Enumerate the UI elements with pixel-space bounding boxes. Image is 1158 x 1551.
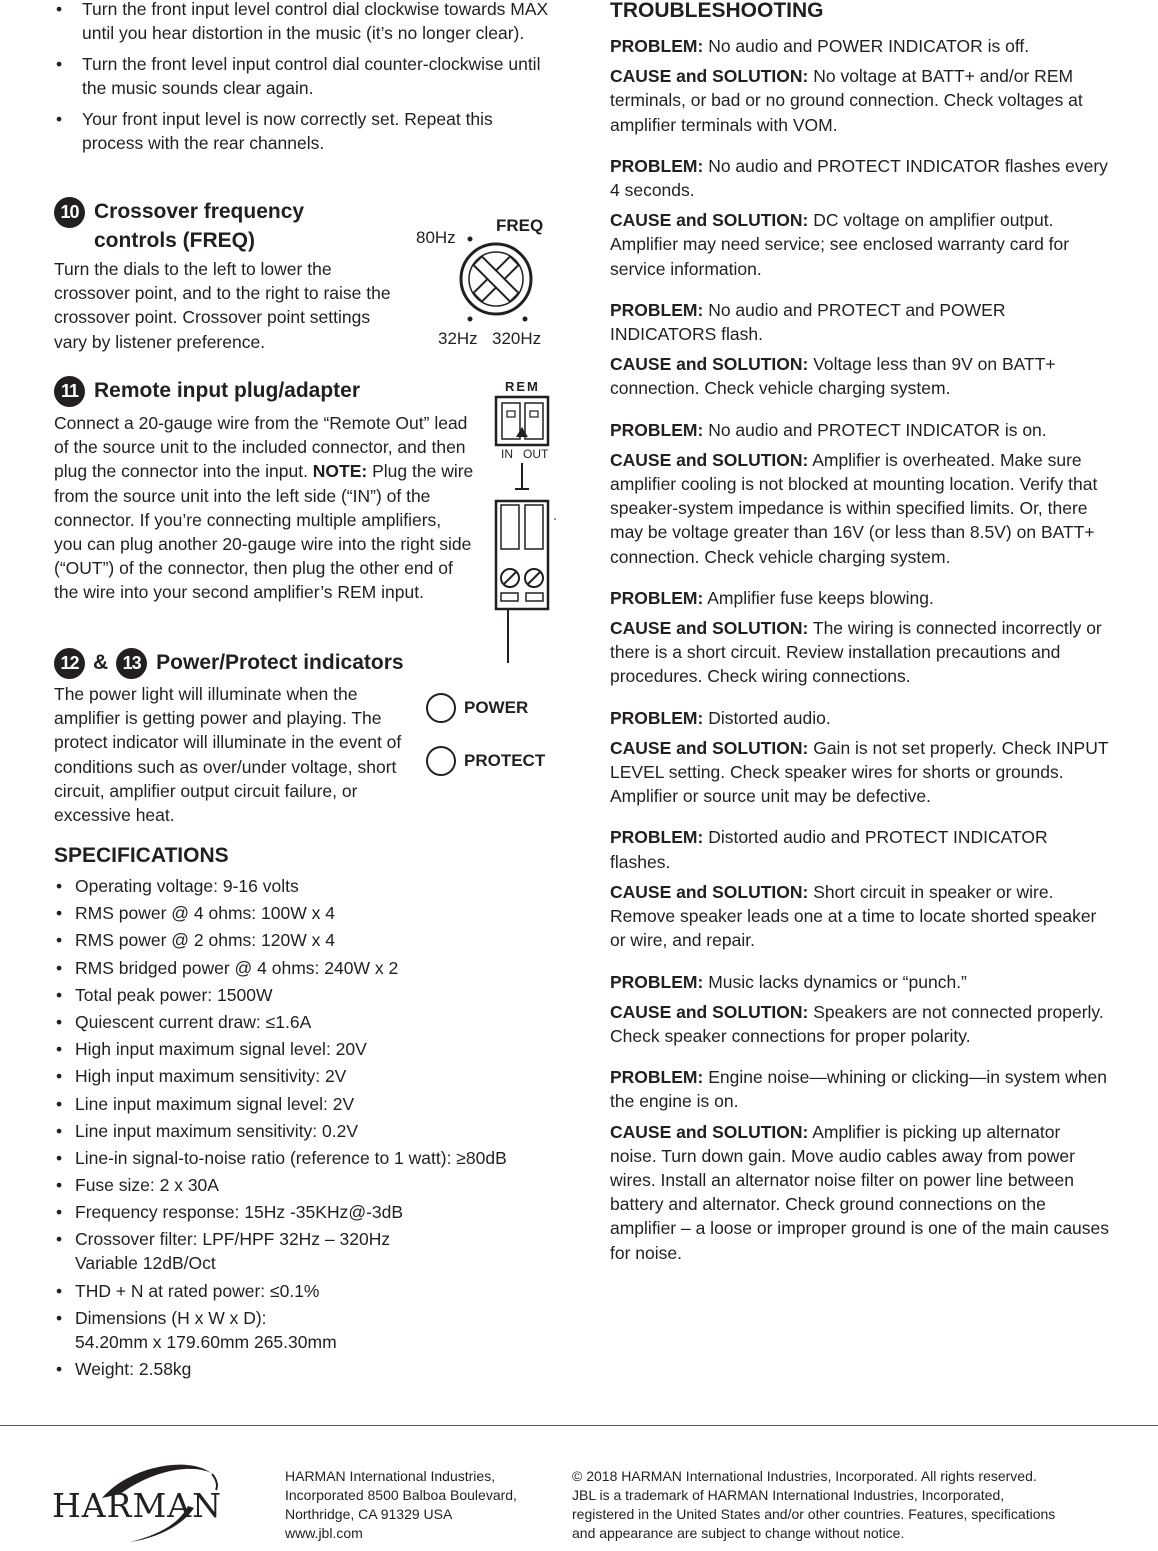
remote-heading [54, 376, 554, 407]
problem-line [610, 706, 1110, 730]
problem-label: PROBLEM: [610, 299, 704, 320]
problem-line [610, 418, 1110, 442]
spec-item: • RMS bridged power @ 4 ohms: 240W x 2 [54, 956, 564, 980]
list-item: • Your front input level is now correctly set. Repeat this process with the rear channels. [54, 107, 554, 155]
indicators-section [54, 648, 554, 827]
cause-label: CAUSE and SOLUTION: [610, 1001, 809, 1022]
dial-dot [523, 317, 528, 322]
problem-text: No audio and PROTECT INDICATOR is on. [703, 419, 1047, 440]
dial-freq-label: FREQ [496, 216, 544, 235]
spec-item: • Line input maximum signal level: 2V [54, 1092, 564, 1116]
cause-label: CAUSE and SOLUTION: [610, 737, 809, 758]
cause-text: Short circuit in speaker or wire. Remove speaker leads one at a time to locate shorted speaker or wire, and repair. [610, 881, 1097, 951]
troubleshooting-entry [610, 154, 1110, 281]
website-link[interactable]: www.jbl.com [285, 1525, 363, 1541]
indicators-text: The power light will illuminate when the amplifier is getting power and playing. The protect indicator will illuminate in the event of conditions such as over/under voltage, short circuit, amplifier output circuit failure, or excessive heat. [54, 684, 402, 826]
section-number-badge: 11 [54, 376, 85, 407]
cause-line [610, 880, 1110, 953]
troubleshooting-title: TROUBLESHOOTING [610, 0, 824, 22]
cause-text: The wiring is connected incorrectly or there is a short circuit. Review installation precautions and procedures. Check wiring connections. [610, 618, 1102, 687]
problem-label: PROBLEM: [610, 1067, 704, 1088]
harman-logo-text: HARMAN [52, 1486, 222, 1525]
problem-label: PROBLEM: [610, 971, 704, 992]
dial-mark-80hz: 80Hz [416, 228, 456, 247]
problem-text: Music lacks dynamics or “punch.” [703, 971, 967, 992]
cause-text: Amplifier is picking up alternator noise. Turn down gain. Move audio cables away from power wires. Install an alternator noise filter on power line between battery and alternator. Check ground connections on the amplifier – a loose or improper ground is one of the main causes for noise. [610, 1121, 1110, 1263]
cause-line [610, 1120, 1110, 1265]
crossover-section [54, 197, 554, 354]
spec-item: • RMS power @ 2 ohms: 120W x 4 [54, 928, 564, 952]
problem-text: Distorted audio and PROTECT INDICATOR flashes. [610, 827, 1048, 872]
problem-line [610, 34, 1110, 58]
remote-text-part: Connect a 20-gauge wire from the “Remote Out” lead of the source unit to the included connector, and then plug the connector into the input. [54, 413, 468, 482]
legal-line: JBL is a trademark of HARMAN International Industries, Incorporated, [572, 1487, 1005, 1503]
troubleshooting-entry [610, 298, 1110, 401]
cause-label: CAUSE and SOLUTION: [610, 66, 809, 87]
spec-item: • THD + N at rated power: ≤0.1% [54, 1279, 564, 1303]
crossover-title: Crossover frequency controls (FREQ) [94, 200, 305, 252]
specifications-title: SPECIFICATIONS [54, 844, 229, 867]
list-item: • Turn the front input level control dial clockwise towards MAX until you hear distortion in the music (it’s no longer clear). [54, 0, 554, 45]
dial-dot [468, 237, 473, 242]
problem-text: No audio and POWER INDICATOR is off. [703, 36, 1030, 56]
cause-text: Amplifier is overheated. Make sure amplifier cooling is not blocked at mounting location. Verify that speaker-system impedance is within specified limits. Or, there may be voltage greater than 16V (or less than 8.5V) on BATT+ connection. Check vehicle charging system. [610, 449, 1098, 567]
spec-item: • Weight: 2.58kg [54, 1357, 564, 1381]
spec-item: • RMS power @ 4 ohms: 100W x 4 [54, 901, 564, 925]
footer-address [285, 1467, 517, 1543]
footer-legal [572, 1467, 1055, 1543]
rem-label: REM [505, 379, 540, 394]
footer-divider [0, 1425, 1158, 1426]
power-led-icon [426, 693, 456, 723]
specifications-list [54, 874, 564, 1381]
section-number-badge: 12 [54, 648, 85, 679]
list-item: • Turn the front level input control dial counter-clockwise until the music sounds clear again. [54, 52, 554, 100]
cause-line [610, 736, 1110, 809]
troubleshooting-entry [610, 418, 1110, 569]
ampersand: & [93, 651, 109, 674]
cause-label: CAUSE and SOLUTION: [610, 881, 809, 902]
spec-item: • Total peak power: 1500W [54, 983, 564, 1007]
cause-label: CAUSE and SOLUTION: [610, 1121, 809, 1142]
problem-label: PROBLEM: [610, 707, 704, 728]
cause-label: CAUSE and SOLUTION: [610, 618, 809, 639]
remote-text [54, 411, 474, 605]
troubleshooting-entry [610, 1065, 1110, 1265]
cause-text: DC voltage on amplifier output. Amplifier may need service; see enclosed warranty card for service information. [610, 210, 1070, 279]
spec-item: • Line-in signal-to-noise ratio (reference to 1 watt): ≥80dB [54, 1146, 564, 1170]
troubleshooting-entry [610, 970, 1110, 1049]
problem-line [610, 586, 1110, 610]
power-indicator [426, 693, 528, 723]
left-column [54, 0, 554, 1379]
troubleshooting-entry [610, 34, 1110, 137]
spec-item: • High input maximum signal level: 20V [54, 1037, 564, 1061]
cause-line [610, 352, 1110, 400]
cause-label: CAUSE and SOLUTION: [610, 449, 809, 470]
remote-section [54, 376, 554, 605]
troubleshooting-section [610, 0, 1110, 1265]
indicators-heading [54, 648, 554, 679]
cause-label: CAUSE and SOLUTION: [610, 354, 809, 375]
specifications-section [54, 844, 564, 1384]
note-label: NOTE: [312, 461, 368, 482]
problem-text: No audio and PROTECT and POWER INDICATORS flash. [610, 299, 1006, 345]
spec-item: • Crossover filter: LPF/HPF 32Hz – 320Hz Variable 12dB/Oct [54, 1227, 564, 1275]
problem-line [610, 298, 1110, 346]
troubleshooting-entry [610, 706, 1110, 809]
crossover-text: Turn the dials to the left to lower the crossover point, and to the right to raise the crossover point. Crossover point settings vary by listener preference. [54, 259, 391, 352]
problem-text: Distorted audio. [703, 707, 831, 728]
cause-line [610, 1000, 1110, 1048]
problem-text: No audio and PROTECT INDICATOR flashes every 4 seconds. [610, 155, 1108, 201]
protect-indicator [426, 746, 545, 776]
legal-line: and appearance are subject to change without notice. [572, 1525, 905, 1541]
power-label: POWER [464, 698, 529, 717]
problem-text: Amplifier fuse keeps blowing. [703, 587, 934, 608]
cause-text: Gain is not set properly. Check INPUT LEVEL setting. Check speaker wires for shorts or grounds. Amplifier or source unit may be defective. [610, 737, 1109, 807]
spec-item: • Frequency response: 15Hz -35KHz@-3dB [54, 1200, 564, 1224]
spec-item: • Fuse size: 2 x 30A [54, 1173, 564, 1197]
dial-dot [468, 317, 473, 322]
troubleshooting-entries [610, 34, 1110, 1265]
address-line: Northridge, CA 91329 USA [285, 1506, 453, 1522]
cause-line [610, 64, 1110, 137]
troubleshooting-entry [610, 825, 1110, 952]
harman-logo [52, 1456, 237, 1546]
cause-line [610, 616, 1110, 689]
cause-text: Voltage less than 9V on BATT+ connection. Check vehicle charging system. [610, 354, 1056, 399]
intro-bullets [54, 0, 554, 155]
problem-label: PROBLEM: [610, 419, 704, 440]
spec-item: • High input maximum sensitivity: 2V [54, 1064, 564, 1088]
rem-connector-diagram [492, 379, 562, 669]
troubleshooting-entry [610, 586, 1110, 689]
rem-out-label: OUT [523, 447, 549, 461]
cause-text: Speakers are not connected properly. Check speaker connections for proper polarity. [610, 1001, 1104, 1046]
cause-line [610, 208, 1110, 281]
spec-item: • Dimensions (H x W x D): 54.20mm x 179.60mm 265.30mm [54, 1306, 564, 1354]
remote-text-part: Plug the wire from the source unit into the left side (“IN”) of the connector. If you’re connecting multiple amplifiers, you can plug another 20-gauge wire into the right side (“OUT”) of the connector, then plug the other end of the wire into your second amplifier’s REM input. [54, 461, 474, 603]
indicators-title: Power/Protect indicators [156, 651, 404, 674]
problem-line [610, 970, 1110, 994]
legal-line: © 2018 HARMAN International Industries, Incorporated. All rights reserved. [572, 1468, 1037, 1484]
dial-mark-320hz: 320Hz [492, 329, 542, 348]
problem-line [610, 825, 1110, 873]
cause-label: CAUSE and SOLUTION: [610, 210, 809, 231]
rem-in-label: IN [501, 447, 513, 461]
problem-label: PROBLEM: [610, 587, 704, 608]
cause-text: No voltage at BATT+ and/or REM terminals, or bad or no ground connection. Check voltages at amplifier terminals with VOM. [610, 66, 1083, 135]
dial-mark-32hz: 32Hz [438, 329, 478, 348]
section-number-badge: 10 [54, 197, 85, 228]
address-line: HARMAN International Industries, [285, 1468, 496, 1484]
spec-item: • Quiescent current draw: ≤1.6A [54, 1010, 564, 1034]
freq-dial-diagram [412, 211, 562, 351]
problem-text: Engine noise—whining or clicking—in system when the engine is on. [610, 1067, 1107, 1112]
spec-item: • Line input maximum sensitivity: 0.2V [54, 1119, 564, 1143]
section-number-badge: 13 [116, 648, 147, 679]
cause-line [610, 448, 1110, 569]
remote-title: Remote input plug/adapter [94, 379, 361, 402]
problem-line [610, 154, 1110, 202]
legal-line: registered in the United States and/or other countries. Features, specifications [572, 1506, 1056, 1522]
spec-item: • Operating voltage: 9-16 volts [54, 874, 564, 898]
protect-label: PROTECT [464, 751, 546, 770]
problem-label: PROBLEM: [610, 36, 704, 56]
address-line: Incorporated 8500 Balboa Boulevard, [285, 1487, 517, 1503]
problem-label: PROBLEM: [610, 827, 704, 848]
protect-led-icon [426, 746, 456, 776]
problem-label: PROBLEM: [610, 155, 704, 176]
problem-line [610, 1065, 1110, 1113]
